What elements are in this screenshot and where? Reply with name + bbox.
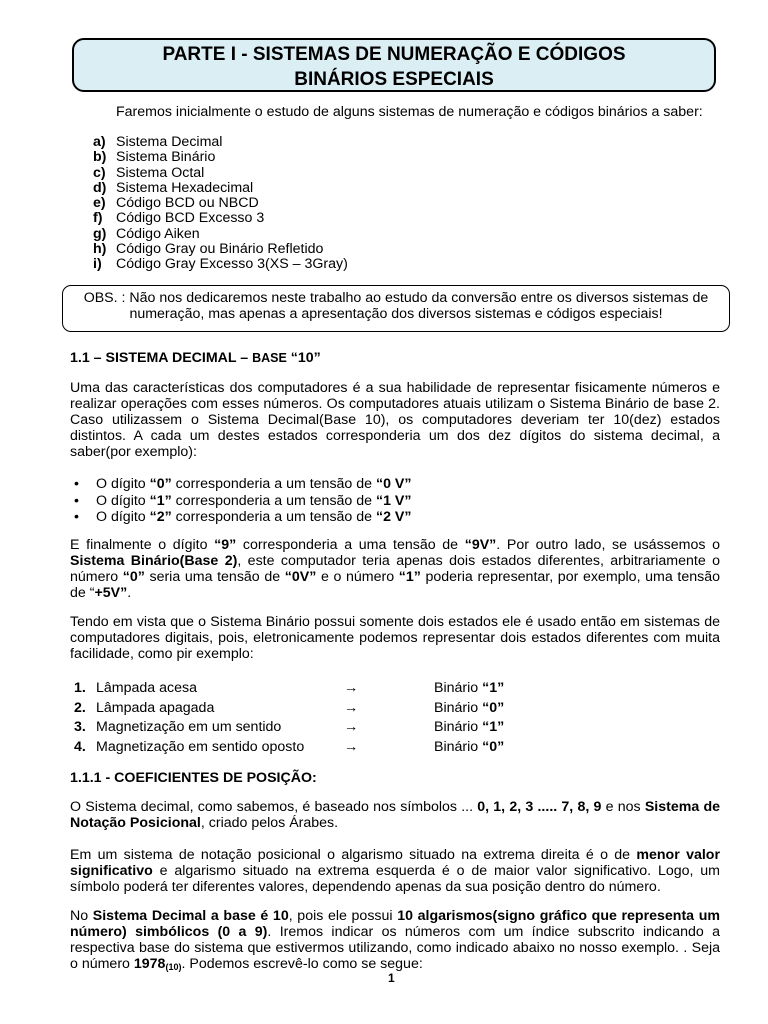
list-item: 4. Magnetização em sentido oposto → Binário “0” [74,738,304,758]
list-item: • O dígito “0” corresponderia a um tensão de “0 V” [74,476,412,492]
obs-line-2: numeração, mas apenas a apresentação dos diversos sistemas e códigos especiais! [129,306,663,322]
list-item: a) Sistema Decimal [93,134,223,150]
list-item: h) Código Gray ou Binário Refletido [93,241,324,258]
arrow-right-icon: → [344,738,359,755]
list-item: • O dígito “1” corresponderia a um tensão de “1 V” [74,492,412,509]
list-item: g) Código Aiken [93,225,200,242]
arrow-right-icon: → [344,699,359,716]
paragraph-binary: E finalmente o dígito “9” corresponderia a uma tensão de “9V”. Por outro lado, se usássemos o Sistema Binário(Base 2), este computador teria apenas dois estados diferentes, arbitrariamente o número “0” seria uma tensão de “0V” e o número “1” poderia representar, por exemplo, uma tensão de “+5V”. [70,537,721,601]
paragraph-positional: Em um sistema de notação posicional o algarismo situado na extrema direita é o de menor valor significativo e algarismo situado na extrema esquerda é o de maior valor significativo. Logo, um símbolo poderá ter diferentes valores, dependendo apenas da sua posição dentro do número. [70,847,720,895]
section-heading-decimal: 1.1 – SISTEMA DECIMAL – BASE “10” [70,350,321,366]
paragraph-symbols: O Sistema decimal, como sabemos, é baseado nos símbolos ... 0, 1, 2, 3 ..... 7, 8, 9 e nos Sistema de Notação Posicional, criado pelos Árabes. [70,799,720,831]
list-item: 3. Magnetização em um sentido → Binário “1” [74,718,304,738]
list-item: • O dígito “2” corresponderia a um tensão de “2 V” [74,509,412,525]
arrow-right-icon: → [344,719,359,735]
paragraph-computers: Uma das características dos computadores é a sua habilidade de representar fisicamente números e realizar operações com esses números. Os computadores atuais utilizam o Sistema Binário de base 2. Caso utilizassem o Sistema Decimal(Base 10), os computadores deveriam ter 10(dez) estados distintos. A cada um destes estados corresponderia um dos dez dígitos do sistema decimal, a saber(por exemplo): [70,380,720,460]
list-item: b) Sistema Binário [93,149,216,166]
section-heading-coefficients: 1.1.1 - COEFICIENTES DE POSIÇÃO: [70,770,317,786]
title-line-2: BINÁRIOS ESPECIAIS [294,69,494,90]
title-box [72,38,716,92]
list-item: e) Código BCD ou NBCD [93,195,259,212]
obs-box [62,285,730,332]
title-line-1: PARTE I - SISTEMAS DE NUMERAÇÃO E CÓDIGOS [162,44,626,65]
list-item: i) Código Gray Excesso 3(XS – 3Gray) [93,256,348,273]
page-number: 1 [388,971,395,985]
list-item: d) Sistema Hexadecimal [93,179,254,196]
intro-text: Faremos inicialmente o estudo de alguns sistemas de numeração e códigos binários a saber: [116,104,703,120]
voltage-bullets [74,476,411,526]
paragraph-base-ten: No Sistema Decimal a base é 10, pois ele possui 10 algarismos(signo gráfico que representa um número) simbólicos (0 a 9). Iremos indicar os números com um índice subscrito indicando a respectiva base do sistema que estivermos utilizando, como indicado abaixo no nosso exemplo. . Seja o número $1978_{(10)}$. Podemos escrevê-lo como se segue: [70,908,721,972]
list-item: 1. Lâmpada acesa → Binário “1” [74,679,304,699]
list-item: c) Sistema Octal [93,164,205,181]
arrow-right-icon: → [344,680,359,696]
list-item: 2. Lâmpada apagada → Binário “0” [74,699,304,719]
obs-line-1: OBS. : Não nos dedicaremos neste trabalho ao estudo da conversão entre os diversos sistemas de [83,290,709,306]
list-item: f) Código BCD Excesso 3 [93,210,265,227]
paragraph-digital: Tendo em vista que o Sistema Binário possui somente dois estados ele é usado então em sistemas de computadores digitais, pois, eletronicamente podemos representar dois estados diferentes com muita facilidade, como pir exemplo: [70,614,720,662]
systems-list [93,135,348,273]
binary-examples-list [74,679,505,757]
